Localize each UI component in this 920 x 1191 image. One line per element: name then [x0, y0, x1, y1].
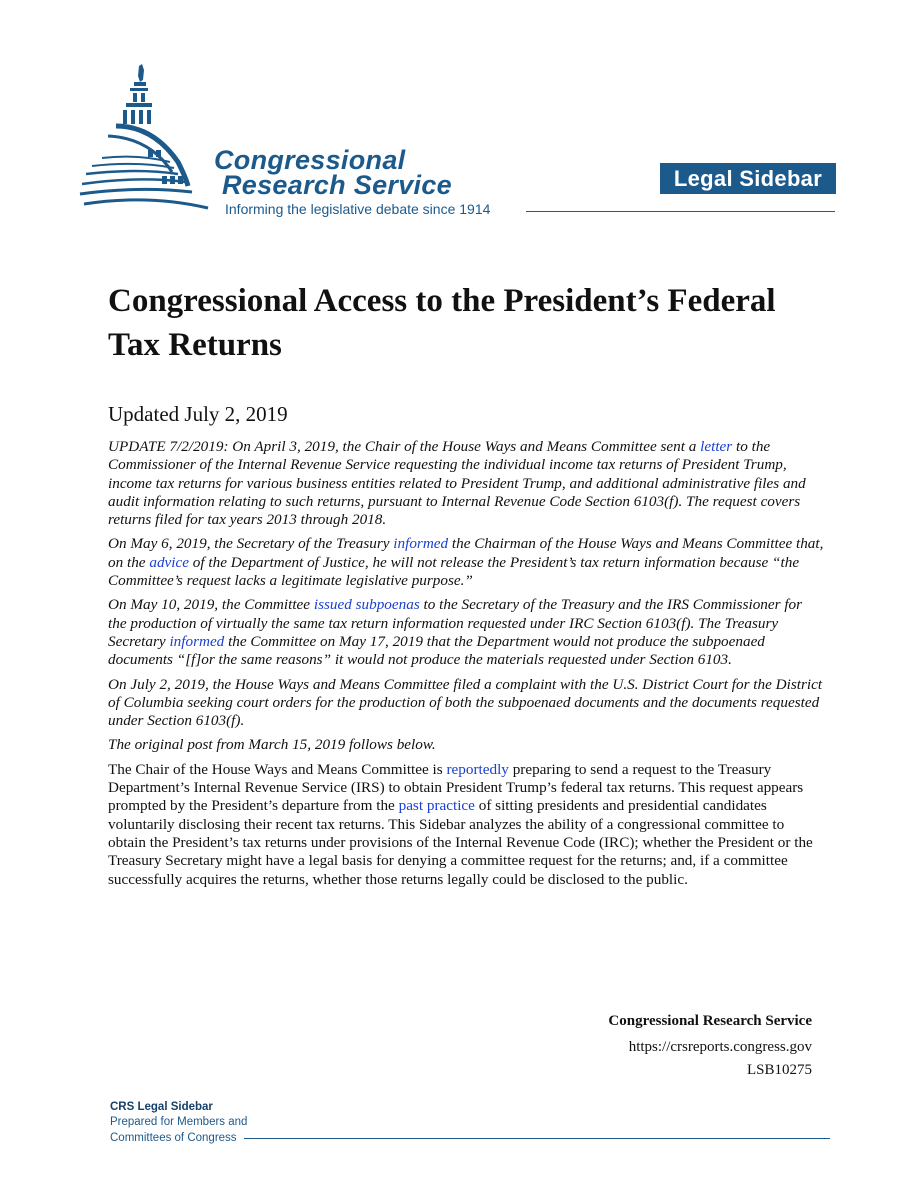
- footer-series-name: CRS Legal Sidebar: [110, 1101, 213, 1113]
- paragraph-6: [108, 761, 824, 889]
- link-letter[interactable]: letter: [700, 438, 733, 455]
- paragraph-text: On May 6, 2019, the Secretary of the Treasury: [108, 535, 394, 553]
- logo-tagline: Informing the legislative debate since 1914: [225, 201, 491, 217]
- header-divider: [526, 211, 835, 212]
- paragraph-text: The original post from March 15, 2019 follows below.: [108, 736, 436, 754]
- legal-sidebar-badge: Legal Sidebar: [660, 163, 836, 194]
- updated-date: Updated July 2, 2019: [108, 402, 288, 426]
- logo-text-research-service: Research Service: [222, 170, 452, 200]
- paragraph-text: to the Commissioner of the Internal Revenue Service requesting the individual income tax returns of President Trump, income tax returns for various business entities related to President Trump, and additional administrative files and audit information relating to such returns, pursuant to Internal Revenue Code Section 6103(f). The request covers returns filed for tax years 2013 through 2018.: [108, 438, 806, 529]
- footer-divider: [244, 1138, 830, 1139]
- link-past-practice[interactable]: past practice: [398, 797, 475, 815]
- paragraph-text: UPDATE 7/2/2019: On April 3, 2019, the Chair of the House Ways and Means Committee sent a: [108, 438, 701, 455]
- paragraph-1: [108, 438, 824, 529]
- paragraph-5: [108, 736, 824, 754]
- paragraph-3: [108, 596, 824, 669]
- footer-prepared-for: Prepared for Members and: [110, 1116, 248, 1128]
- footer-committees: Committees of Congress: [110, 1132, 237, 1144]
- paragraph-text: of the Department of Justice, he will not release the President’s tax return information because “the Committee’s request lacks a legitimate legislative purpose.”: [108, 553, 800, 590]
- link-informed[interactable]: informed: [393, 535, 449, 553]
- link-advice[interactable]: advice: [149, 553, 189, 571]
- paragraph-text: the Chairman of the House Ways and Means Committee that, on the: [108, 535, 824, 571]
- paragraph-text: the Committee on May 17, 2019 that the Department would not produce the subpoenaed documents “[f]or the same reasons” it would not produce the materials requested under Section 6103.: [108, 632, 765, 669]
- logo-text-congressional: Congressional: [214, 145, 406, 175]
- paragraph-text: to the Secretary of the Treasury and the IRS Commissioner for the production of virtually the same tax return information requested under IRC Section 6103(f). The Treasury Secretary: [108, 596, 803, 650]
- paragraph-text: The Chair of the House Ways and Means Committee is: [108, 760, 447, 778]
- article-body: [108, 438, 824, 895]
- paragraph-text: preparing to send a request to the Treasury Department’s Internal Revenue Service (IRS) to obtain President Trump’s federal tax returns. This request appears prompted by the President’s departure from the: [108, 760, 804, 815]
- footer-url[interactable]: https://crsreports.congress.gov: [628, 1039, 812, 1055]
- paragraph-2: [108, 535, 824, 590]
- paragraph-text: On July 2, 2019, the House Ways and Means Committee filed a complaint with the U.S. District Court for the District of Columbia seeking court orders for the production of both the subpoenaed documents and the documents requested under Section 6103(f).: [108, 675, 823, 730]
- paragraph-text: On May 10, 2019, the Committee: [108, 596, 314, 614]
- link-issued-subpoenas[interactable]: issued subpoenas: [313, 596, 420, 614]
- crs-capitol-logo: [78, 62, 228, 220]
- link-informed[interactable]: informed: [169, 632, 225, 650]
- page-title: Congressional Access to the President’s Federal Tax Returns: [108, 283, 776, 363]
- link-reportedly[interactable]: reportedly: [446, 760, 509, 778]
- report-id: LSB10275: [746, 1062, 812, 1078]
- paragraph-4: [108, 676, 824, 731]
- footer-org-name: Congressional Research Service: [608, 1013, 812, 1029]
- paragraph-text: of sitting presidents and presidential candidates voluntarily disclosing their recent tax returns. This Sidebar analyzes the ability of a congressional committee to obtain the President’s tax returns under provisions of the Internal Revenue Code (IRC); whether the President or the Treasury Secretary might have a legal basis for denying a committee request for the returns; and, if a committee successfully acquires the returns, whether those returns legally could be disclosed to the public.: [108, 797, 813, 888]
